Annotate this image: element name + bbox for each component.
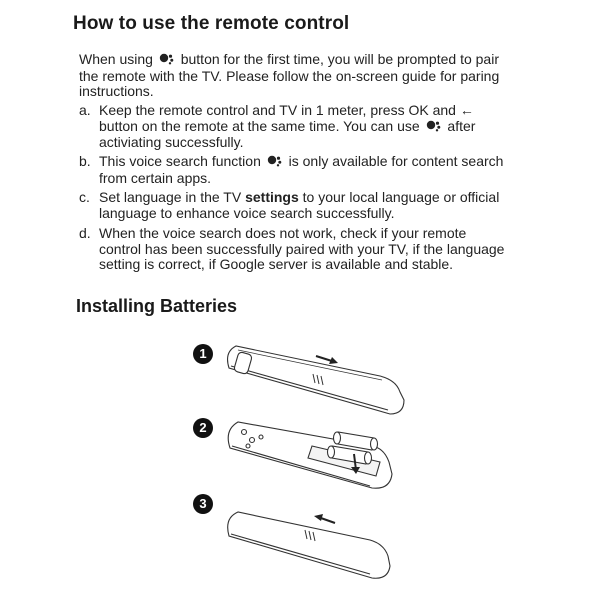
list-marker: c.	[79, 189, 90, 205]
step-number-badge: 1	[193, 344, 213, 364]
step-number-badge: 3	[193, 494, 213, 514]
intro-text: instructions.	[79, 83, 154, 99]
list-text: Set language in the TV	[99, 189, 246, 205]
list-text: This voice search function	[99, 153, 265, 169]
step-number-badge: 2	[193, 418, 213, 438]
batteries-heading: Installing Batteries	[76, 296, 238, 316]
list-text: from certain apps.	[99, 169, 212, 186]
list-text: to your local language or official	[298, 189, 500, 205]
list-text: When the voice search does not work, check if your remote	[99, 225, 467, 241]
page-title: How to use the remote control	[73, 13, 350, 34]
remote-open-illustration	[228, 422, 392, 488]
list-text: is only available for content search	[284, 153, 504, 169]
remote-closing-illustration	[228, 512, 390, 578]
slide-left-arrow-icon	[314, 514, 335, 523]
intro-text: the remote with the TV. Please follow the on-screen guide for paring	[79, 67, 500, 84]
remote-closed-illustration	[228, 346, 404, 414]
list-marker: b.	[79, 153, 91, 169]
intro-text: When using	[79, 51, 157, 67]
list-text: button on the remote at the same time. You can use	[99, 117, 424, 134]
list-text: language to enhance voice search successfully.	[99, 204, 395, 221]
list-text: after	[443, 117, 476, 134]
intro-text: button for the first time, you will be prompted to pair	[176, 51, 499, 67]
list-text: activiating successfully.	[99, 134, 244, 150]
list-marker: d.	[79, 225, 91, 241]
list-marker: a.	[79, 102, 91, 118]
list-text: control has been successfully paired with your TV, if the language	[99, 240, 505, 257]
settings-keyword: settings	[245, 189, 299, 205]
list-text: setting is correct, if Google server is available and stable.	[99, 256, 454, 272]
list-text: Keep the remote control and TV in 1 meter, press OK and ←	[99, 102, 474, 118]
